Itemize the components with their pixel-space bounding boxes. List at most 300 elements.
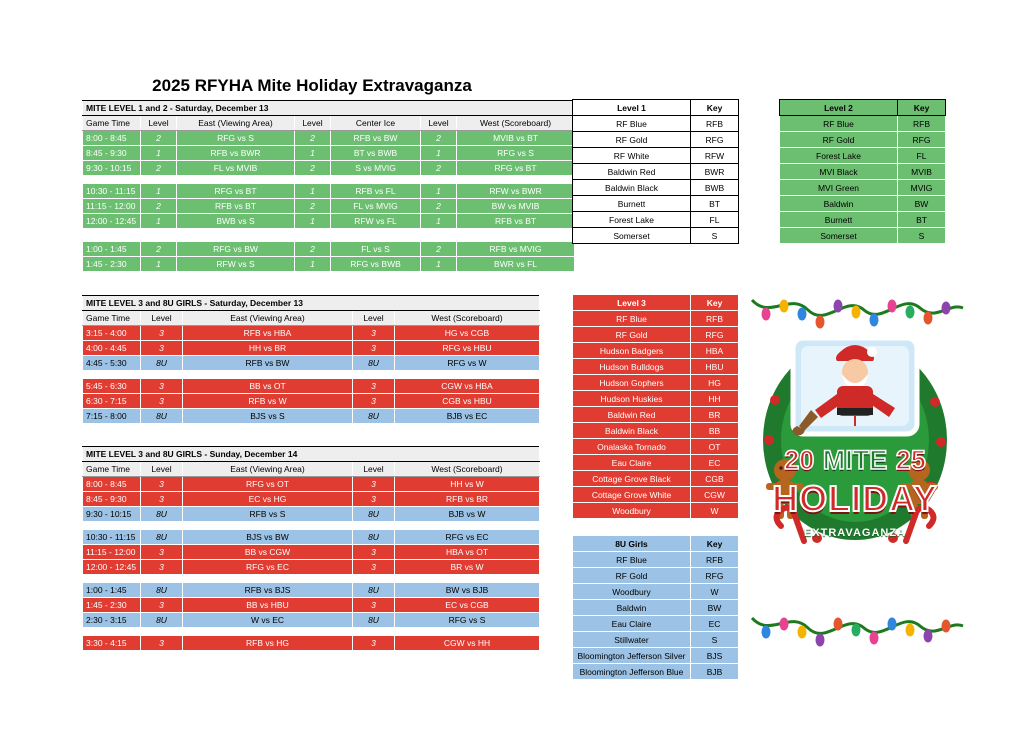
key-code: MVIB (898, 164, 946, 180)
cell-east: RFG vs S (177, 131, 295, 146)
key-row (780, 196, 946, 212)
cell-level: 2 (141, 199, 177, 214)
cell-game-time: 8:45 - 9:30 (83, 492, 141, 507)
cell-level: 1 (295, 146, 331, 161)
key-row (780, 180, 946, 196)
cell-center: FL vs MVIG (331, 199, 421, 214)
table-row (83, 356, 540, 371)
key-header-code: Key (691, 295, 739, 311)
cell-level: 8U (353, 583, 395, 598)
cell-game-time: 3:30 - 4:15 (83, 636, 141, 651)
cell-west: RFG vs BT (457, 161, 575, 176)
key-row (573, 568, 739, 584)
col-header-level-2: Level (353, 462, 395, 477)
key-team: RF Blue (573, 552, 691, 568)
logo-year-left: 20 (784, 445, 815, 475)
cell-west: RFG vs S (457, 146, 575, 161)
col-header-center-ice: Center Ice (331, 116, 421, 131)
key-row (573, 116, 739, 132)
cell-level: 3 (141, 598, 183, 613)
table-row (83, 583, 540, 598)
cell-level: 3 (141, 492, 183, 507)
cell-west: MVIB vs BT (457, 131, 575, 146)
cell-level: 2 (421, 199, 457, 214)
schedule-banner: MITE LEVEL 3 and 8U GIRLS - Saturday, December 13 (83, 296, 540, 311)
col-header-west: West (Scoreboard) (395, 311, 540, 326)
cell-game-time: 9:30 - 10:15 (83, 507, 141, 522)
cell-center: S vs MVIG (331, 161, 421, 176)
schedule-table-level-1-2-saturday (82, 100, 575, 272)
key-row (573, 487, 739, 503)
key-team: Eau Claire (573, 616, 691, 632)
cell-level: 2 (295, 199, 331, 214)
page-title: 2025 RFYHA Mite Holiday Extravaganza (152, 76, 472, 95)
cell-game-time: 4:00 - 4:45 (83, 341, 141, 356)
key-team: Baldwin (780, 196, 898, 212)
cell-level: 3 (141, 636, 183, 651)
key-team: Hudson Bulldogs (573, 359, 691, 375)
spacer-row (83, 229, 575, 242)
cell-level: 3 (141, 545, 183, 560)
key-row (573, 132, 739, 148)
key-row (573, 327, 739, 343)
cell-west: BJB vs EC (395, 409, 540, 424)
table-row (83, 613, 540, 628)
key-code: BT (898, 212, 946, 228)
cell-west: RFB vs BR (395, 492, 540, 507)
cell-level: 8U (353, 409, 395, 424)
table-row (83, 131, 575, 146)
cell-level: 1 (141, 184, 177, 199)
cell-level: 1 (421, 214, 457, 229)
schedule-banner-row (83, 296, 540, 311)
key-team: RF Gold (573, 327, 691, 343)
cell-level: 1 (295, 184, 331, 199)
key-table-level-1 (572, 99, 739, 244)
col-header-level: Level (141, 311, 183, 326)
key-header-name: Level 3 (573, 295, 691, 311)
cell-center: FL vs S (331, 242, 421, 257)
cell-level: 3 (353, 341, 395, 356)
key-team: RF Gold (780, 132, 898, 148)
cell-game-time: 9:30 - 10:15 (83, 161, 141, 176)
col-header-level: Level (141, 462, 183, 477)
key-row (780, 132, 946, 148)
key-row (573, 311, 739, 327)
key-team: Burnett (780, 212, 898, 228)
key-team: Hudson Huskies (573, 391, 691, 407)
cell-level: 2 (141, 131, 177, 146)
schedule-banner-row (83, 101, 575, 116)
table-row (83, 477, 540, 492)
key-code: OT (691, 439, 739, 455)
cell-level: 2 (421, 131, 457, 146)
table-row (83, 242, 575, 257)
key-code: RFG (898, 132, 946, 148)
cell-game-time: 10:30 - 11:15 (83, 530, 141, 545)
cell-west: RFG vs W (395, 356, 540, 371)
key-row (573, 616, 739, 632)
cell-west: EC vs CGB (395, 598, 540, 613)
key-code: HBA (691, 343, 739, 359)
cell-west: RFG vs S (395, 613, 540, 628)
cell-west: BW vs MVIB (457, 199, 575, 214)
key-code: FL (691, 212, 739, 228)
cell-east: BB vs OT (183, 379, 353, 394)
cell-east: RFG vs EC (183, 560, 353, 575)
cell-level: 1 (295, 257, 331, 272)
key-code: BT (691, 196, 739, 212)
key-row (780, 116, 946, 132)
cell-level: 8U (141, 409, 183, 424)
cell-west: BJB vs W (395, 507, 540, 522)
cell-west: CGW vs HBA (395, 379, 540, 394)
key-code: W (691, 584, 739, 600)
cell-east: EC vs HG (183, 492, 353, 507)
key-row (573, 148, 739, 164)
key-header-row (573, 100, 739, 116)
key-code: HH (691, 391, 739, 407)
logo-line-mite (745, 445, 965, 476)
cell-level: 8U (353, 530, 395, 545)
key-code: W (691, 503, 739, 519)
key-code: BWR (691, 164, 739, 180)
key-team: RF White (573, 148, 691, 164)
logo-word-mite: MITE (822, 445, 888, 475)
key-team: RF Blue (780, 116, 898, 132)
schedule-banner: MITE LEVEL 1 and 2 - Saturday, December 13 (83, 101, 575, 116)
table-row (83, 636, 540, 651)
key-code: S (691, 632, 739, 648)
key-row (573, 391, 739, 407)
spacer-row (83, 176, 575, 184)
cell-west: HG vs CGB (395, 326, 540, 341)
key-header-name: Level 2 (780, 100, 898, 116)
key-header-name: 8U Girls (573, 536, 691, 552)
key-code: EC (691, 616, 739, 632)
cell-game-time: 3:15 - 4:00 (83, 326, 141, 341)
cell-level: 8U (141, 507, 183, 522)
key-row (573, 455, 739, 471)
key-team: RF Blue (573, 116, 691, 132)
key-code: RFG (691, 568, 739, 584)
cell-level: 2 (141, 242, 177, 257)
key-code: S (691, 228, 739, 244)
cell-level: 1 (141, 146, 177, 161)
logo-year-right: 25 (895, 445, 926, 475)
key-code: FL (898, 148, 946, 164)
key-team: Cottage Grove Black (573, 471, 691, 487)
schedule-header-row (83, 311, 540, 326)
key-team: Somerset (573, 228, 691, 244)
cell-game-time: 11:15 - 12:00 (83, 545, 141, 560)
cell-level: 2 (141, 161, 177, 176)
table-row (83, 146, 575, 161)
cell-east: W vs EC (183, 613, 353, 628)
table-row (83, 394, 540, 409)
key-code: BB (691, 423, 739, 439)
cell-west: HBA vs OT (395, 545, 540, 560)
col-header-east: East (Viewing Area) (183, 311, 353, 326)
key-table-8u-girls (572, 535, 739, 680)
key-row (573, 664, 739, 680)
cell-east: BJS vs S (183, 409, 353, 424)
cell-game-time: 8:45 - 9:30 (83, 146, 141, 161)
cell-game-time: 1:00 - 1:45 (83, 583, 141, 598)
cell-level: 2 (295, 161, 331, 176)
cell-level: 3 (353, 598, 395, 613)
cell-level: 1 (141, 214, 177, 229)
cell-west: CGB vs HBU (395, 394, 540, 409)
key-row (780, 148, 946, 164)
logo-word-extravaganza: EXTRAVAGANZA (803, 527, 907, 539)
cell-east: RFB vs HBA (183, 326, 353, 341)
cell-east: RFB vs BWR (177, 146, 295, 161)
key-code: CGB (691, 471, 739, 487)
key-row (573, 212, 739, 228)
key-row (573, 359, 739, 375)
cell-east: BB vs HBU (183, 598, 353, 613)
cell-level: 8U (353, 507, 395, 522)
cell-west: BWR vs FL (457, 257, 575, 272)
cell-level: 2 (295, 131, 331, 146)
cell-west: RFG vs EC (395, 530, 540, 545)
table-row (83, 257, 575, 272)
cell-center: RFB vs BW (331, 131, 421, 146)
cell-game-time: 11:15 - 12:00 (83, 199, 141, 214)
key-header-code: Key (691, 100, 739, 116)
cell-level: 1 (295, 214, 331, 229)
key-team: Hudson Gophers (573, 375, 691, 391)
key-table-level-2 (779, 99, 946, 244)
cell-east: RFB vs BJS (183, 583, 353, 598)
key-header-name: Level 1 (573, 100, 691, 116)
cell-level: 2 (421, 242, 457, 257)
cell-level: 3 (353, 492, 395, 507)
key-team: Bloomington Jefferson Silver (573, 648, 691, 664)
cell-game-time: 4:45 - 5:30 (83, 356, 141, 371)
col-header-game-time: Game Time (83, 116, 141, 131)
cell-east: RFB vs BT (177, 199, 295, 214)
cell-west: BR vs W (395, 560, 540, 575)
key-team: RF Gold (573, 568, 691, 584)
logo-line-holiday (745, 478, 965, 520)
schedule-banner-row (83, 447, 540, 462)
cell-game-time: 5:45 - 6:30 (83, 379, 141, 394)
cell-level: 3 (353, 636, 395, 651)
logo-word-holiday: HOLIDAY (772, 478, 938, 519)
cell-level: 3 (353, 560, 395, 575)
cell-west: HH vs W (395, 477, 540, 492)
key-team: MVI Black (780, 164, 898, 180)
table-row (83, 161, 575, 176)
key-row (573, 439, 739, 455)
key-row (573, 228, 739, 244)
col-header-level-2: Level (295, 116, 331, 131)
key-code: BW (691, 600, 739, 616)
cell-east: RFG vs BW (177, 242, 295, 257)
key-row (573, 375, 739, 391)
col-header-game-time: Game Time (83, 462, 141, 477)
key-team: Baldwin Red (573, 164, 691, 180)
cell-east: RFB vs HG (183, 636, 353, 651)
key-team: Burnett (573, 196, 691, 212)
cell-east: HH vs BR (183, 341, 353, 356)
cell-game-time: 6:30 - 7:15 (83, 394, 141, 409)
cell-level: 3 (141, 341, 183, 356)
cell-level: 1 (421, 257, 457, 272)
key-row (573, 423, 739, 439)
key-team: MVI Green (780, 180, 898, 196)
cell-east: BJS vs BW (183, 530, 353, 545)
key-row (573, 196, 739, 212)
key-row (573, 164, 739, 180)
cell-level: 3 (141, 394, 183, 409)
cell-east: RFB vs W (183, 394, 353, 409)
col-header-level: Level (141, 116, 177, 131)
key-header-row (780, 100, 946, 116)
cell-west: BW vs BJB (395, 583, 540, 598)
key-row (573, 407, 739, 423)
cell-game-time: 8:00 - 8:45 (83, 477, 141, 492)
key-row (780, 228, 946, 244)
key-team: Baldwin Black (573, 423, 691, 439)
key-team: Somerset (780, 228, 898, 244)
cell-level: 8U (353, 356, 395, 371)
cell-level: 1 (421, 184, 457, 199)
cell-center: BT vs BWB (331, 146, 421, 161)
schedule-header-row (83, 116, 575, 131)
cell-east: BWB vs S (177, 214, 295, 229)
key-table-level-3 (572, 294, 739, 519)
key-code: HG (691, 375, 739, 391)
cell-level: 2 (295, 242, 331, 257)
cell-level: 3 (141, 326, 183, 341)
table-row (83, 492, 540, 507)
schedule-header-row (83, 462, 540, 477)
key-row (573, 552, 739, 568)
table-row (83, 560, 540, 575)
key-row (573, 343, 739, 359)
key-row (573, 600, 739, 616)
key-code: MVIG (898, 180, 946, 196)
col-header-level-3: Level (421, 116, 457, 131)
table-row (83, 409, 540, 424)
spacer-row (83, 522, 540, 530)
key-row (780, 212, 946, 228)
cell-west: RFW vs BWR (457, 184, 575, 199)
table-row (83, 507, 540, 522)
table-row (83, 545, 540, 560)
cell-level: 3 (141, 379, 183, 394)
cell-level: 3 (353, 545, 395, 560)
key-code: RFB (691, 116, 739, 132)
key-code: RFB (691, 311, 739, 327)
cell-level: 1 (141, 257, 177, 272)
key-team: Forest Lake (573, 212, 691, 228)
cell-game-time: 7:15 - 8:00 (83, 409, 141, 424)
key-team: RF Blue (573, 311, 691, 327)
key-code: S (898, 228, 946, 244)
cell-east: FL vs MVIB (177, 161, 295, 176)
key-team: Onalaska Tornado (573, 439, 691, 455)
key-row (573, 503, 739, 519)
table-row (83, 530, 540, 545)
key-team: Stillwater (573, 632, 691, 648)
cell-east: RFG vs OT (183, 477, 353, 492)
key-team: Woodbury (573, 503, 691, 519)
table-row (83, 326, 540, 341)
key-code: CGW (691, 487, 739, 503)
schedule-banner: MITE LEVEL 3 and 8U GIRLS - Sunday, December 14 (83, 447, 540, 462)
cell-east: RFB vs BW (183, 356, 353, 371)
key-code: RFB (691, 552, 739, 568)
cell-level: 3 (353, 477, 395, 492)
key-team: Cottage Grove White (573, 487, 691, 503)
col-header-east: East (Viewing Area) (177, 116, 295, 131)
cell-game-time: 12:00 - 12:45 (83, 214, 141, 229)
cell-game-time: 8:00 - 8:45 (83, 131, 141, 146)
key-row (573, 648, 739, 664)
spacer-row (83, 575, 540, 583)
logo-line-extravaganza (745, 523, 965, 541)
cell-level: 8U (353, 613, 395, 628)
key-team: Woodbury (573, 584, 691, 600)
key-code: HBU (691, 359, 739, 375)
cell-east: BB vs CGW (183, 545, 353, 560)
cell-game-time: 10:30 - 11:15 (83, 184, 141, 199)
key-team: Baldwin (573, 600, 691, 616)
col-header-game-time: Game Time (83, 311, 141, 326)
key-code: RFG (691, 132, 739, 148)
cell-east: RFW vs S (177, 257, 295, 272)
table-row (83, 379, 540, 394)
cell-game-time: 1:45 - 2:30 (83, 598, 141, 613)
key-code: BWB (691, 180, 739, 196)
col-header-east: East (Viewing Area) (183, 462, 353, 477)
schedule-table-level-3-8u-sunday (82, 446, 540, 651)
col-header-west: West (Scoreboard) (457, 116, 575, 131)
cell-west: CGW vs HH (395, 636, 540, 651)
table-row (83, 598, 540, 613)
spacer-row (83, 628, 540, 636)
cell-game-time: 1:45 - 2:30 (83, 257, 141, 272)
cell-center: RFB vs FL (331, 184, 421, 199)
key-header-row (573, 536, 739, 552)
cell-level: 3 (353, 394, 395, 409)
cell-west: RFB vs MVIG (457, 242, 575, 257)
table-row (83, 341, 540, 356)
key-row (780, 164, 946, 180)
cell-west: RFG vs HBU (395, 341, 540, 356)
col-header-level-2: Level (353, 311, 395, 326)
key-team: Baldwin Red (573, 407, 691, 423)
cell-level: 2 (421, 161, 457, 176)
key-code: BR (691, 407, 739, 423)
cell-level: 3 (141, 560, 183, 575)
spacer-row (83, 371, 540, 379)
cell-level: 8U (141, 583, 183, 598)
key-header-code: Key (898, 100, 946, 116)
key-row (573, 632, 739, 648)
cell-east: RFG vs BT (177, 184, 295, 199)
schedule-table-level-3-8u-saturday (82, 295, 540, 424)
cell-level: 3 (141, 477, 183, 492)
cell-west: RFB vs BT (457, 214, 575, 229)
key-row (573, 180, 739, 196)
key-code: BJS (691, 648, 739, 664)
key-team: Bloomington Jefferson Blue (573, 664, 691, 680)
